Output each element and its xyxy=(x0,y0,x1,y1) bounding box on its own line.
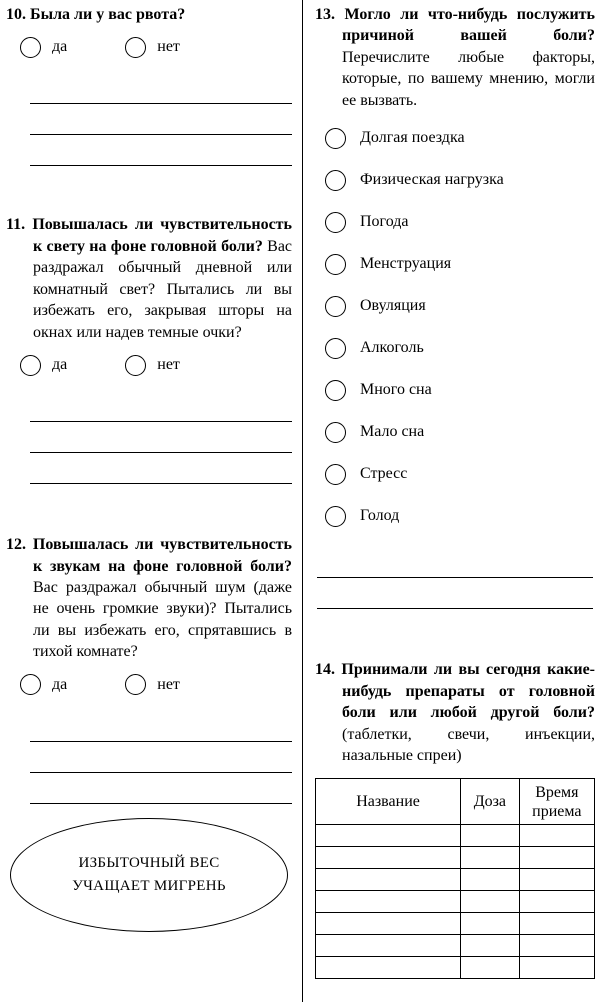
question-number: 10. xyxy=(6,6,26,23)
radio-circle-icon[interactable] xyxy=(20,37,41,58)
option-no[interactable] xyxy=(125,674,180,695)
question-number: 11. xyxy=(6,216,26,234)
question-10-label: Была ли у вас рвота? xyxy=(30,6,186,23)
factor-label: Долгая поездка xyxy=(360,129,465,147)
question-10-text xyxy=(6,4,292,25)
radio-circle-icon[interactable] xyxy=(325,296,346,317)
option-no[interactable] xyxy=(125,37,180,58)
table-cell[interactable] xyxy=(316,869,461,891)
table-row xyxy=(316,891,595,913)
table-cell[interactable] xyxy=(316,913,461,935)
table-cell[interactable] xyxy=(519,891,594,913)
answer-line[interactable] xyxy=(317,547,593,578)
answer-line[interactable] xyxy=(30,104,292,135)
table-header-name: Название xyxy=(316,779,461,825)
factor-label: Погода xyxy=(360,213,409,231)
answer-line[interactable] xyxy=(30,711,292,742)
radio-circle-icon[interactable] xyxy=(325,380,346,401)
factor-label: Физическая нагрузка xyxy=(360,171,504,189)
table-row xyxy=(316,847,595,869)
question-10-answer-lines xyxy=(30,73,292,166)
radio-circle-icon[interactable] xyxy=(125,674,146,695)
question-13-text xyxy=(315,4,595,111)
question-number: 12. xyxy=(6,536,26,554)
question-14 xyxy=(315,659,595,979)
option-no-label: нет xyxy=(157,38,180,56)
question-13-detail: Перечислите любые факторы, которые, по вашему мнению, могли ее вызвать. xyxy=(342,48,595,109)
table-row xyxy=(316,869,595,891)
question-13-answer-lines xyxy=(317,547,593,609)
factor-option[interactable] xyxy=(325,251,595,277)
factor-label: Стресс xyxy=(360,465,408,483)
factor-option[interactable] xyxy=(325,167,595,193)
table-header-row xyxy=(316,779,595,825)
option-no[interactable] xyxy=(125,355,180,376)
radio-circle-icon[interactable] xyxy=(325,128,346,149)
factor-option[interactable] xyxy=(325,335,595,361)
option-yes-label: да xyxy=(52,356,68,374)
factors-list xyxy=(325,125,595,529)
factor-option[interactable] xyxy=(325,461,595,487)
factor-label: Много сна xyxy=(360,381,432,399)
option-yes-label: да xyxy=(52,38,68,56)
table-cell[interactable] xyxy=(519,869,594,891)
question-13 xyxy=(315,4,595,609)
answer-line[interactable] xyxy=(30,453,292,484)
table-cell[interactable] xyxy=(316,957,461,979)
table-cell[interactable] xyxy=(316,935,461,957)
factor-label: Менструация xyxy=(360,255,452,273)
radio-circle-icon[interactable] xyxy=(325,254,346,275)
table-cell[interactable] xyxy=(519,935,594,957)
option-yes-label: да xyxy=(52,675,68,693)
radio-circle-icon[interactable] xyxy=(325,422,346,443)
question-11-options xyxy=(20,353,292,377)
option-no-label: нет xyxy=(157,675,180,693)
table-header-dose: Доза xyxy=(461,779,520,825)
table-cell[interactable] xyxy=(461,935,520,957)
table-cell[interactable] xyxy=(519,825,594,847)
answer-line[interactable] xyxy=(30,422,292,453)
answer-line[interactable] xyxy=(30,135,292,166)
option-yes[interactable] xyxy=(20,674,67,695)
radio-circle-icon[interactable] xyxy=(325,338,346,359)
question-number: 14. xyxy=(315,661,335,679)
table-cell[interactable] xyxy=(461,847,520,869)
right-column xyxy=(302,0,600,1002)
radio-circle-icon[interactable] xyxy=(325,506,346,527)
radio-circle-icon[interactable] xyxy=(325,212,346,233)
table-row xyxy=(316,957,595,979)
question-10 xyxy=(6,4,292,166)
weight-note-oval xyxy=(10,818,288,932)
question-11-detail: Вас раздражал обычный дневной или комнатный свет? Пытались ли вы избежать его, закрывая шторы на окнах или надев темные очки? xyxy=(33,237,293,341)
table-cell[interactable] xyxy=(461,869,520,891)
factor-option[interactable] xyxy=(325,209,595,235)
answer-line[interactable] xyxy=(30,742,292,773)
option-no-label: нет xyxy=(157,356,180,374)
table-cell[interactable] xyxy=(519,847,594,869)
answer-line[interactable] xyxy=(317,578,593,609)
table-cell[interactable] xyxy=(519,913,594,935)
question-12-detail: Вас раздражал обычный шум (даже не очень громкие звуки)? Пытались ли вы избежать его, спрятавшись в тихой комнате? xyxy=(33,578,292,661)
radio-circle-icon[interactable] xyxy=(125,355,146,376)
question-14-detail: (таблетки, свечи, инъекции, назальные спреи) xyxy=(342,725,595,764)
factor-option[interactable] xyxy=(325,503,595,529)
answer-line[interactable] xyxy=(30,391,292,422)
question-12-options xyxy=(20,673,292,697)
radio-circle-icon[interactable] xyxy=(125,37,146,58)
factor-option[interactable] xyxy=(325,419,595,445)
weight-note-text: ИЗБЫТОЧНЫЙ ВЕС УЧАЩАЕТ МИГРЕНЬ xyxy=(72,855,226,894)
medications-table xyxy=(315,778,595,979)
answer-line[interactable] xyxy=(30,73,292,104)
factor-option[interactable] xyxy=(325,125,595,151)
table-row xyxy=(316,935,595,957)
option-yes[interactable] xyxy=(20,37,67,58)
question-10-options xyxy=(20,35,292,59)
question-11-answer-lines xyxy=(30,391,292,484)
question-14-text xyxy=(315,659,595,766)
factor-label: Алкоголь xyxy=(360,339,424,357)
radio-circle-icon[interactable] xyxy=(325,464,346,485)
table-cell[interactable] xyxy=(461,957,520,979)
table-cell[interactable] xyxy=(461,891,520,913)
option-yes[interactable] xyxy=(20,355,67,376)
table-row xyxy=(316,825,595,847)
question-11 xyxy=(6,214,292,484)
radio-circle-icon[interactable] xyxy=(20,355,41,376)
question-12 xyxy=(6,534,292,804)
question-11-label: Повышалась ли чувствительность к свету на фоне головной боли? xyxy=(32,216,293,255)
factor-option[interactable] xyxy=(325,377,595,403)
question-12-label: Повышалась ли чувствительность к звукам на фоне головной боли? xyxy=(32,536,292,575)
question-14-label: Принимали ли вы сегодня какие-нибудь препараты от головной боли или любой другой боли? xyxy=(341,661,595,722)
table-cell[interactable] xyxy=(461,825,520,847)
table-cell[interactable] xyxy=(316,825,461,847)
table-cell[interactable] xyxy=(461,913,520,935)
table-row xyxy=(316,913,595,935)
factor-label: Мало сна xyxy=(360,423,425,441)
question-13-label: Могло ли что-нибудь послужить причиной вашей боли? xyxy=(342,6,595,45)
table-cell[interactable] xyxy=(316,891,461,913)
question-12-text xyxy=(6,534,292,663)
question-number: 13. xyxy=(315,6,335,23)
answer-line[interactable] xyxy=(30,773,292,804)
table-cell[interactable] xyxy=(519,957,594,979)
radio-circle-icon[interactable] xyxy=(20,674,41,695)
question-12-answer-lines xyxy=(30,711,292,804)
table-header-time: Время приема xyxy=(519,779,594,825)
factor-label: Овуляция xyxy=(360,297,426,315)
factor-option[interactable] xyxy=(325,293,595,319)
question-11-text xyxy=(6,214,292,343)
radio-circle-icon[interactable] xyxy=(325,170,346,191)
factor-label: Голод xyxy=(360,507,400,525)
table-cell[interactable] xyxy=(316,847,461,869)
